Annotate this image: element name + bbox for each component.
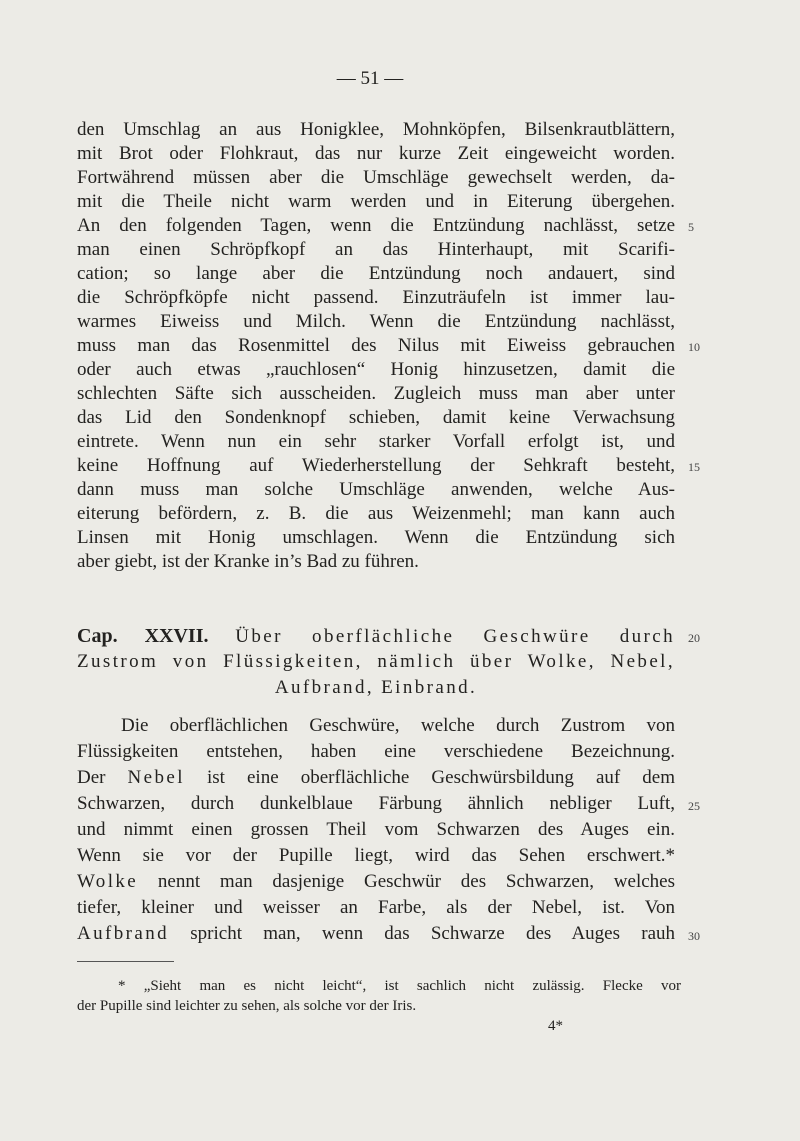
- line-number: 10: [688, 340, 700, 354]
- text-line: keine Hoffnung auf Wiederherstellung der Sehkraft besteht,: [77, 455, 675, 476]
- text-line: die Schröpfköpfe nicht passend. Einzuträufeln ist immer lau-: [77, 287, 675, 308]
- text-line: mit Brot oder Flohkraut, das nur kurze Zeit eingeweicht worden.: [77, 143, 675, 164]
- line-number: 30: [688, 929, 700, 943]
- text-line: [77, 766, 675, 790]
- chapter-label: Cap. XXVII.: [77, 625, 209, 647]
- page-number: — 51 —: [336, 68, 404, 89]
- text-line: aber giebt, ist der Kranke in’s Bad zu führen.: [77, 551, 419, 572]
- text-line: das Lid den Sondenknopf schieben, damit keine Verwachsung: [77, 407, 675, 428]
- text-line: muss man das Rosenmittel des Nilus mit Eiweiss gebrauchen: [77, 335, 675, 356]
- text-line: oder auch etwas „rauchlosen“ Honig hinzusetzen, damit die: [77, 359, 675, 380]
- text-line: mit die Theile nicht warm werden und in Eiterung übergehen.: [77, 191, 675, 212]
- signature-mark: 4*: [548, 1018, 563, 1034]
- text-line: Die oberflächlichen Geschwüre, welche durch Zustrom von: [121, 715, 675, 736]
- text-line: Linsen mit Honig umschlagen. Wenn die Entzündung sich: [77, 527, 675, 548]
- text-line: eintrete. Wenn nun ein sehr starker Vorfall erfolgt ist, und: [77, 431, 675, 452]
- text-line: tiefer, kleiner und weisser an Farbe, als der Nebel, ist. Von: [77, 897, 675, 918]
- line-number: 5: [688, 220, 694, 234]
- text-line: und nimmt einen grossen Theil vom Schwarzen des Auges ein.: [77, 819, 675, 840]
- spaced-term: Nebel: [127, 767, 185, 788]
- footnote-rule: [77, 961, 174, 962]
- text-line: Schwarzen, durch dunkelblaue Färbung ähnlich nebliger Luft,: [77, 793, 675, 814]
- chapter-title-part: Über oberflächliche Geschwüre durch: [235, 626, 675, 647]
- chapter-heading-line: [77, 624, 675, 649]
- line-number: 20: [688, 631, 700, 645]
- text-line: Fortwährend müssen aber die Umschläge gewechselt werden, da-: [77, 167, 675, 188]
- text-line: schlechten Säfte sich ausscheiden. Zugleich muss man aber unter: [77, 383, 675, 404]
- spaced-term: Wolke: [77, 871, 139, 892]
- text-line: Wenn sie vor der Pupille liegt, wird das Sehen erschwert.*: [77, 845, 675, 866]
- text-fragment: spricht man, wenn das Schwarze des Auges rauh: [190, 923, 676, 944]
- text-fragment: Der: [77, 767, 106, 788]
- text-line: [77, 922, 675, 946]
- text-line: An den folgenden Tagen, wenn die Entzündung nachlässt, setze: [77, 215, 675, 236]
- line-number: 25: [688, 799, 700, 813]
- text-fragment: nennt man dasjenige Geschwür des Schwarzen, welches: [157, 871, 675, 892]
- chapter-title-line: Zustrom von Flüssigkeiten, nämlich über Wolke, Nebel,: [77, 651, 675, 672]
- text-line: eiterung befördern, z. B. die aus Weizenmehl; man kann auch: [77, 503, 675, 524]
- text-fragment: ist eine oberflächliche Geschwürsbildung auf dem: [206, 767, 675, 788]
- text-line: den Umschlag an aus Honigklee, Mohnköpfen, Bilsenkrautblättern,: [77, 119, 675, 140]
- footnote-line: der Pupille sind leichter zu sehen, als solche vor der Iris.: [77, 998, 417, 1014]
- text-line: dann muss man solche Umschläge anwenden, welche Aus-: [77, 479, 675, 500]
- text-line: man einen Schröpfkopf an das Hinterhaupt, mit Scarifi-: [77, 239, 675, 260]
- text-line: cation; so lange aber die Entzündung noch andauert, sind: [77, 263, 675, 284]
- text-line: warmes Eiweiss und Milch. Wenn die Entzündung nachlässt,: [77, 311, 675, 332]
- text-line: [77, 870, 675, 894]
- line-number: 15: [688, 460, 700, 474]
- text-line: Flüssigkeiten entstehen, haben eine verschiedene Bezeichnung.: [77, 741, 675, 762]
- footnote-line: * „Sieht man es nicht leicht“, ist sachlich nicht zulässig. Flecke vor: [118, 978, 681, 994]
- spaced-term: Aufbrand: [77, 923, 170, 944]
- chapter-title-line: Aufbrand, Einbrand.: [274, 677, 478, 698]
